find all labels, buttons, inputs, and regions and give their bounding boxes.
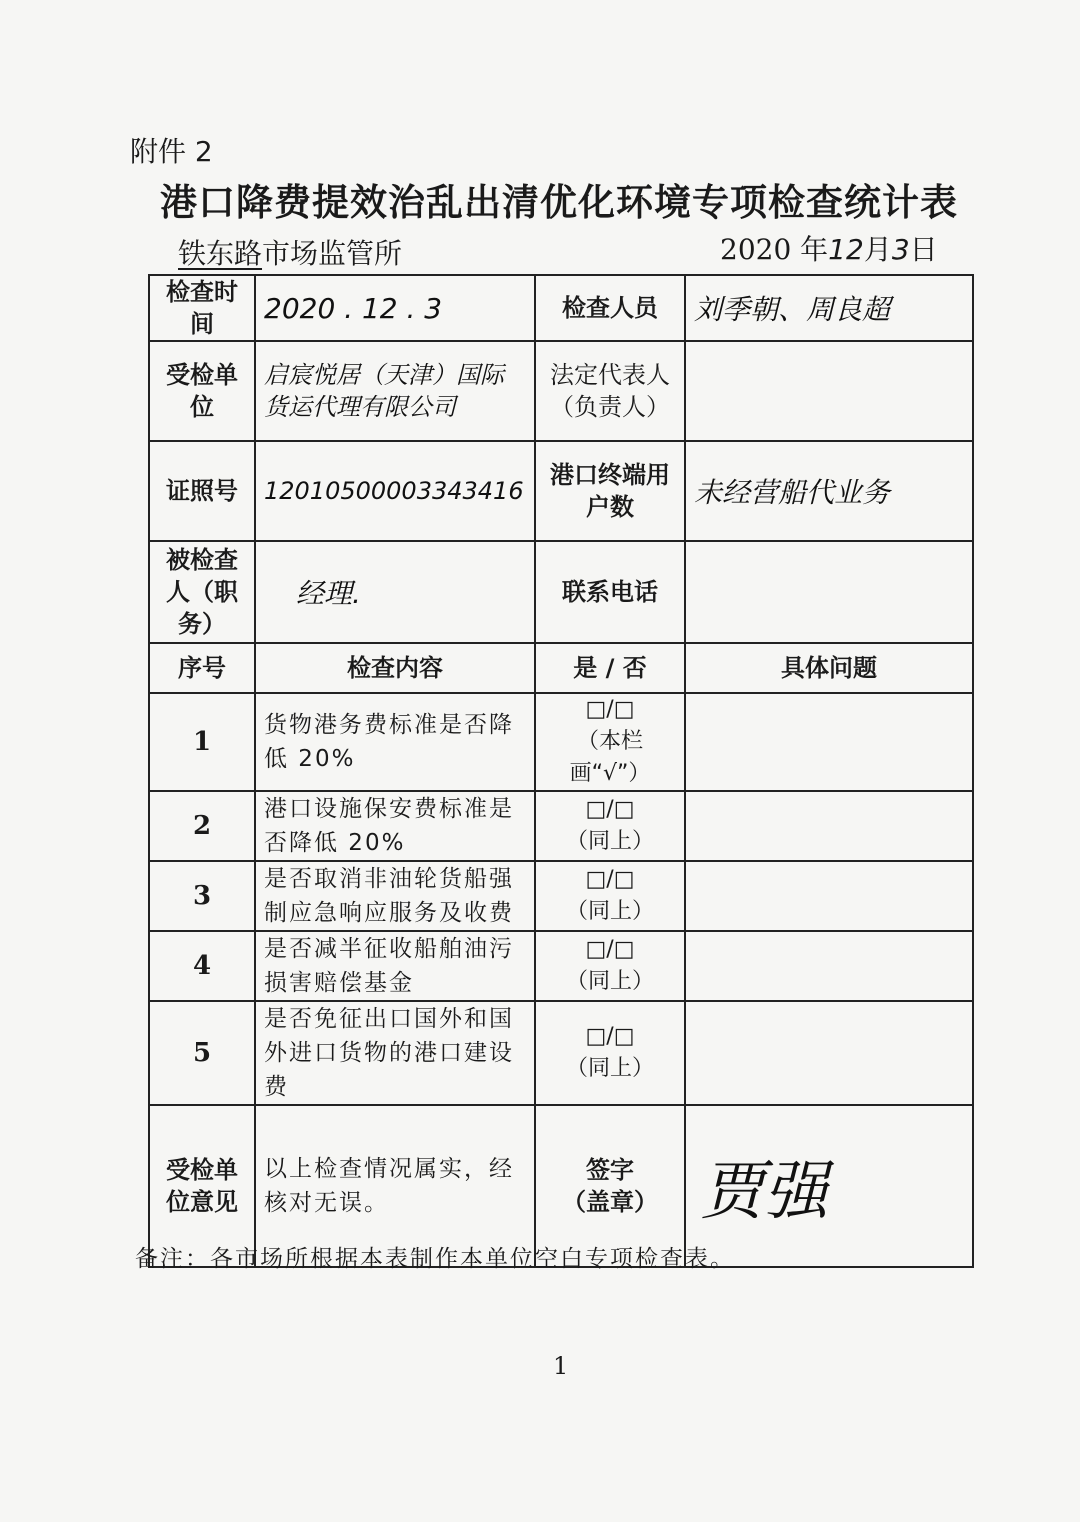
legal-rep-value <box>685 341 973 441</box>
inspect-time-value: 2020 . 12 . 3 <box>255 275 535 341</box>
item-number: 1 <box>149 693 255 791</box>
port-users-value: 未经营船代业务 <box>685 441 973 541</box>
col-header-issue: 具体问题 <box>685 643 973 693</box>
table-row <box>149 791 973 861</box>
seal-label: （盖章） <box>562 1188 658 1216</box>
opinion-text: 以上检查情况属实，经核对无误。 <box>255 1105 535 1267</box>
form-title: 港口降费提效治乱出清优化环境专项检查统计表 <box>160 181 958 224</box>
date-day-label: 日 <box>909 233 938 266</box>
table-row <box>149 441 973 541</box>
page-number: 1 <box>553 1352 569 1380</box>
item-yes-no <box>535 791 685 861</box>
yes-no-checkboxes[interactable]: □/□ <box>585 797 635 822</box>
table-row <box>149 1001 973 1105</box>
item-yes-no <box>535 1001 685 1105</box>
checklist-header-row <box>149 643 973 693</box>
col-header-no: 序号 <box>149 643 255 693</box>
inspection-table <box>148 274 974 1268</box>
unit-label: 受检单位 <box>149 341 255 441</box>
form-date <box>720 228 938 268</box>
yes-no-checkboxes[interactable]: □/□ <box>585 697 635 722</box>
yes-no-note: （本栏画“√”） <box>569 729 651 786</box>
opinion-label: 受检单位意见 <box>149 1105 255 1267</box>
item-number: 3 <box>149 861 255 931</box>
col-header-content: 检查内容 <box>255 643 535 693</box>
table-row <box>149 541 973 643</box>
date-month-label: 月 <box>863 233 892 266</box>
table-row <box>149 693 973 791</box>
inspected-person-label: 被检查人（职务） <box>149 541 255 643</box>
phone-value <box>685 541 973 643</box>
date-day-handwritten: 3 <box>891 233 910 266</box>
col-header-yn: 是 / 否 <box>535 643 685 693</box>
item-issue <box>685 693 973 791</box>
item-issue <box>685 931 973 1001</box>
inspect-time-label: 检查时间 <box>149 275 255 341</box>
footer-note: 备注：各市场所根据本表制作本单位空白专项检查表。 <box>135 1246 735 1272</box>
date-year: 2020 年 <box>720 233 829 266</box>
port-users-label: 港口终端用户数 <box>535 441 685 541</box>
inspector-label: 检查人员 <box>535 275 685 341</box>
item-content: 是否减半征收船舶油污损害赔偿基金 <box>255 931 535 1001</box>
table-row <box>149 861 973 931</box>
office-line <box>178 232 402 272</box>
item-yes-no <box>535 693 685 791</box>
inspector-value: 刘季朝、周良超 <box>685 275 973 341</box>
yes-no-checkboxes[interactable]: □/□ <box>585 1024 635 1049</box>
office-suffix: 市场监管所 <box>262 237 403 270</box>
yes-no-checkboxes[interactable]: □/□ <box>585 867 635 892</box>
item-issue <box>685 1001 973 1105</box>
item-number: 5 <box>149 1001 255 1105</box>
item-yes-no <box>535 931 685 1001</box>
inspected-person-value: 经理. <box>255 541 535 643</box>
license-label: 证照号 <box>149 441 255 541</box>
yes-no-note: （同上） <box>565 899 654 924</box>
item-content: 是否免征出口国外和国外进口货物的港口建设费 <box>255 1001 535 1105</box>
signature: 贾强 <box>685 1105 973 1267</box>
table-row <box>149 275 973 341</box>
office-name-handwritten: 铁东路 <box>178 237 263 270</box>
legal-rep-label: 法定代表人（负责人） <box>535 341 685 441</box>
phone-label: 联系电话 <box>535 541 685 643</box>
item-issue <box>685 791 973 861</box>
yes-no-note: （同上） <box>565 1056 654 1081</box>
date-month-handwritten: 12 <box>828 233 864 266</box>
yes-no-note: （同上） <box>565 969 654 994</box>
sign-label: 签字 <box>586 1156 634 1184</box>
table-row <box>149 341 973 441</box>
yes-no-checkboxes[interactable]: □/□ <box>585 937 635 962</box>
attachment-label: 附件 2 <box>130 135 213 168</box>
item-content: 港口设施保安费标准是否降低 20% <box>255 791 535 861</box>
item-content: 是否取消非油轮货船强制应急响应服务及收费 <box>255 861 535 931</box>
item-number: 2 <box>149 791 255 861</box>
item-number: 4 <box>149 931 255 1001</box>
table-row <box>149 931 973 1001</box>
item-issue <box>685 861 973 931</box>
item-yes-no <box>535 861 685 931</box>
license-value: 12010500003343416 <box>255 441 535 541</box>
yes-no-note: （同上） <box>565 829 654 854</box>
item-content: 货物港务费标准是否降低 20% <box>255 693 535 791</box>
unit-value: 启宸悦居（天津）国际货运代理有限公司 <box>255 341 535 441</box>
